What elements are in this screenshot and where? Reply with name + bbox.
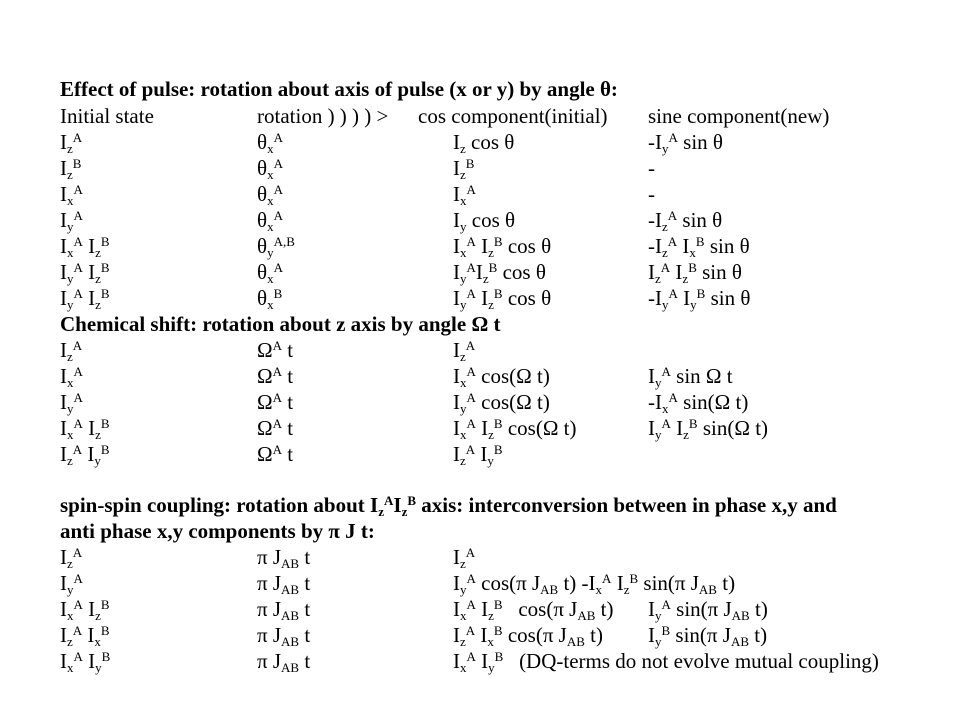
cell-sin: $I_z^A$ $I_z^B$ sin θ (648, 260, 742, 286)
cell-sin: $I_y^A$ sin Ω t (648, 364, 733, 390)
cell-initial: $I_y^A$ (60, 208, 83, 234)
shift-row-2 (60, 363, 940, 389)
cell-initial: $I_z^A$ $I_x^B$ (60, 623, 110, 649)
cell-initial: $I_x^A$ (60, 364, 83, 390)
cell-rotation: $\Omega^A$ t (257, 416, 294, 440)
cell-initial: $I_y^A$ (60, 571, 83, 597)
cell-cos: $I_x^A$ $I_z^B$ cos(π $J_{AB}$ t) (453, 597, 614, 623)
cell-initial: $I_y^A$ (60, 390, 83, 416)
cell-initial: $I_y^A$ $I_z^B$ (60, 286, 110, 312)
cell-rotation: $\Omega^A$ t (257, 338, 294, 362)
coupling-row-4 (60, 622, 940, 648)
pulse-row-5 (60, 233, 940, 259)
cell-cos: $I_z^B$ (453, 156, 475, 182)
cell-initial: $I_z^A$ (60, 130, 83, 156)
cell-rotation: $\theta_x^A$ (257, 260, 283, 286)
pulse-row-4 (60, 207, 940, 233)
cell-sin: $I_y^B$ sin(π $J_{AB}$ t) (648, 623, 768, 649)
cell-cos: $I_z^A$ (453, 545, 476, 571)
cell-rotation: $\Omega^A$ t (257, 364, 294, 388)
cell-initial: $I_x^A$ $I_z^B$ (60, 234, 110, 260)
cell-cos: $I_x^A$ $I_y^B$ (DQ-terms do not evolve mutual coupling) (453, 649, 879, 675)
cell-rotation: π $J_{AB}$ t (257, 597, 311, 623)
header-rotation: rotation ) ) ) ) > (257, 104, 389, 128)
cell-sin: $-I_x^A$ sin(Ω t) (648, 390, 749, 416)
coupling-row-5 (60, 648, 940, 674)
cell-cos: $I_z$ cos θ (453, 130, 515, 156)
cell-initial: $I_z^A$ (60, 338, 83, 364)
shift-heading: Chemical shift: rotation about z axis by angle Ω t (60, 312, 501, 336)
coupling-heading-line-1: spin-spin coupling: rotation about $I_z^AI_z^B$ axis: interconversion between in phase x,y and (60, 493, 837, 519)
pulse-row-3 (60, 181, 940, 207)
coupling-row-2 (60, 570, 940, 596)
pulse-row-1 (60, 129, 940, 155)
cell-initial: $I_x^A$ $I_y^B$ (60, 649, 111, 675)
cell-sin: $-I_y^A$ $I_y^B$ sin θ (648, 286, 751, 312)
cell-sin: $I_y^A$ $I_z^B$ sin(Ω t) (648, 416, 769, 442)
cell-rotation: $\theta_x^B$ (257, 286, 283, 312)
cell-cos: $I_x^A$ $I_z^B$ cos(Ω t) (453, 416, 577, 442)
cell-initial: $I_y^A$ $I_z^B$ (60, 260, 110, 286)
column-headers (60, 103, 940, 129)
cell-initial: $I_z^A$ $I_y^B$ (60, 442, 110, 468)
cell-cos: $I_z^A$ $I_x^B$ cos(π $J_{AB}$ t) (453, 623, 603, 649)
cell-cos: $I_z^A$ (453, 338, 476, 364)
cell-sin: $-I_z^A$ sin θ (648, 208, 723, 234)
coupling-heading-line-2: anti phase x,y components by π J t: (60, 519, 375, 543)
shift-row-5 (60, 441, 940, 467)
cell-sin: $I_y^A$ sin(π $J_{AB}$ t) (648, 597, 768, 623)
cell-cos: $I_z^A$ $I_y^B$ (453, 442, 503, 468)
pulse-heading: Effect of pulse: rotation about axis of pulse (x or y) by angle θ: (60, 77, 618, 101)
cell-sin: $-I_z^A$ $I_x^B$ sin θ (648, 234, 750, 260)
cell-rotation: $\theta_x^A$ (257, 182, 283, 208)
cell-cos: $I_y^AI_z^B$ cos θ (453, 260, 546, 286)
shift-row-3 (60, 389, 940, 415)
coupling-row-1 (60, 544, 940, 570)
cell-cos: $I_y^A$ cos(Ω t) (453, 390, 550, 416)
pulse-row-7 (60, 285, 940, 311)
cell-initial: $I_z^A$ (60, 545, 83, 571)
coupling-row-3 (60, 596, 940, 622)
cell-rotation: π $J_{AB}$ t (257, 649, 311, 675)
cell-sin: - (648, 156, 655, 180)
cell-initial: $I_x^A$ (60, 182, 83, 208)
cell-initial: $I_x^A$ $I_z^B$ (60, 416, 110, 442)
cell-rotation: π $J_{AB}$ t (257, 623, 311, 649)
cell-rotation: $\theta_x^A$ (257, 130, 283, 156)
header-sine-component: sine component(new) (648, 104, 830, 128)
cell-rotation: $\theta_y^{A,B}$ (257, 234, 295, 260)
cell-rotation: $\Omega^A$ t (257, 390, 294, 414)
cell-initial: $I_z^B$ (60, 156, 82, 182)
cell-rotation: $\theta_x^A$ (257, 208, 283, 234)
cell-initial: $I_x^A$ $I_z^B$ (60, 597, 110, 623)
cell-cos: $I_y^A$ cos(π $J_{AB}$ t) $-I_x^A$ $I_z^B$ sin(π $J_{AB}$ t) (453, 571, 736, 597)
cell-cos: $I_x^A$ cos(Ω t) (453, 364, 550, 390)
cell-cos: $I_x^A$ (453, 182, 476, 208)
cell-sin: $-I_y^A$ sin θ (648, 130, 723, 156)
pulse-row-2 (60, 155, 940, 181)
cell-cos: $I_y$ cos θ (453, 208, 516, 234)
cell-sin: - (648, 182, 655, 206)
cell-rotation: π $J_{AB}$ t (257, 545, 311, 571)
cell-cos: $I_y^A$ $I_z^B$ cos θ (453, 286, 552, 312)
shift-row-4 (60, 415, 940, 441)
cell-rotation: π $J_{AB}$ t (257, 571, 311, 597)
shift-row-1 (60, 337, 940, 363)
header-initial-state: Initial state (60, 104, 154, 128)
header-cos-component: cos component(initial) (418, 104, 608, 128)
pulse-row-6 (60, 259, 940, 285)
cell-cos: $I_x^A$ $I_z^B$ cos θ (453, 234, 552, 260)
cell-rotation: $\Omega^A$ t (257, 442, 294, 466)
cell-rotation: $\theta_x^A$ (257, 156, 283, 182)
